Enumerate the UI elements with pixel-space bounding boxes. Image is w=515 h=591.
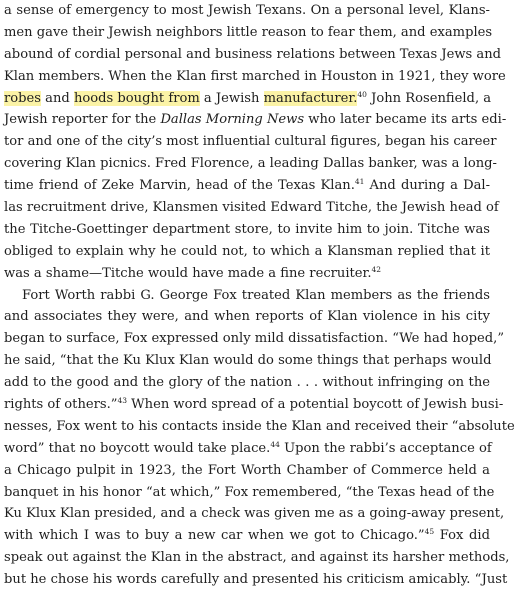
text-line: the Titche-Goettinger department store, to invite him to join. Titche was [4,221,490,237]
footnote-ref-44[interactable]: 44 [270,439,280,449]
text-run: And during a Dal- [364,178,490,194]
text-line: a sense of emergency to most Jewish Texans. On a personal level, Klans- [4,3,490,18]
paragraph-klan-relations [4,0,507,285]
text-run: with which I was to buy a new car when we got to Chicago.” [4,528,425,544]
newspaper-title: Dallas Morning News [160,112,305,128]
text-line: abound of cordial personal and business relations between Texas Jews and [4,46,502,62]
footnote-ref-40[interactable]: 40 [357,89,367,99]
text-line: Ku Klux Klan presided, and a check was given me as a going-away present, [4,506,505,522]
text-line: a Chicago pulpit in 1923, the Fort Worth Chamber of Commerce held a [4,462,490,478]
text-run: rights of others.” [4,397,118,413]
text-run: was a shame—Titche would have made a fine recruiter. [4,265,372,281]
text-run: a Jewish [199,90,264,106]
text-line: and associates they were, and when reports of Klan violence in his city [4,309,490,325]
text-line: covering Klan picnics. Fred Florence, a leading Dallas banker, was a long- [4,156,497,172]
text-run: Fox did [434,528,490,544]
text-line: nesses, Fox went to his contacts inside the Klan and received their “absolute [4,418,515,434]
text-line: Klan members. When the Klan first marched in Houston in 1921, they wore [4,68,506,84]
text-line: speak out against the Klan in the abstract, and against its harsher methods, [4,550,510,566]
text-line-highlighted [4,88,490,110]
text-line: Fort Worth rabbi G. George Fox treated Klan members as the friends [22,287,490,303]
text-line: obliged to explain why he could not, to which a Klansman replied that it [4,243,490,259]
highlight-manufacturer: manufacturer. [263,90,358,106]
text-run: Jewish reporter for the [4,112,161,128]
text-line [4,109,507,131]
text-line: but he chose his words carefully and presented his criticism amicably. “Just [4,572,508,588]
text-line: las recruitment drive, Klansmen visited Edward Titche, the Jewish head of [4,200,499,216]
text-run: word” that no boycott would take place. [4,440,271,456]
text-line [4,394,504,416]
footnote-ref-42[interactable]: 42 [371,264,382,274]
text-run: time friend of Zeke Marvin, head of the Texas Klan. [4,178,355,194]
text-line: men gave their Jewish neighbors little reason to fear them, and examples [4,24,493,40]
book-page [4,0,515,588]
text-run: John Rosenfield, a [366,90,492,106]
footnote-ref-45[interactable]: 45 [424,527,435,537]
text-run: and [41,90,74,106]
text-line: he said, “that the Ku Klux Klan would do some things that perhaps would [4,353,492,369]
highlight-hoods-bought-from: hoods bought from [73,90,200,106]
text-line: add to the good and the glory of the nation . . . without infringing on the [4,375,490,391]
text-run: Upon the rabbi’s acceptance of [279,440,492,456]
text-line [4,263,490,285]
footnote-ref-43[interactable]: 43 [117,396,128,406]
text-line: began to surface, Fox expressed only mild dissatisfaction. “We had hoped,” [4,331,505,347]
highlight-robes: robes [4,90,41,106]
text-run: who later became its arts edi- [304,112,507,128]
paragraph-rabbi-fox [4,285,515,591]
text-line [4,438,490,460]
text-line [4,175,490,197]
text-line [4,525,490,547]
text-line: tor and one of the city’s most influential cultural figures, began his career [4,134,497,150]
text-run: When word spread of a potential boycott of Jewish busi- [127,397,504,413]
footnote-ref-41[interactable]: 41 [354,177,365,187]
text-line: banquet in his honor “at which,” Fox remembered, “the Texas head of the [4,484,495,500]
